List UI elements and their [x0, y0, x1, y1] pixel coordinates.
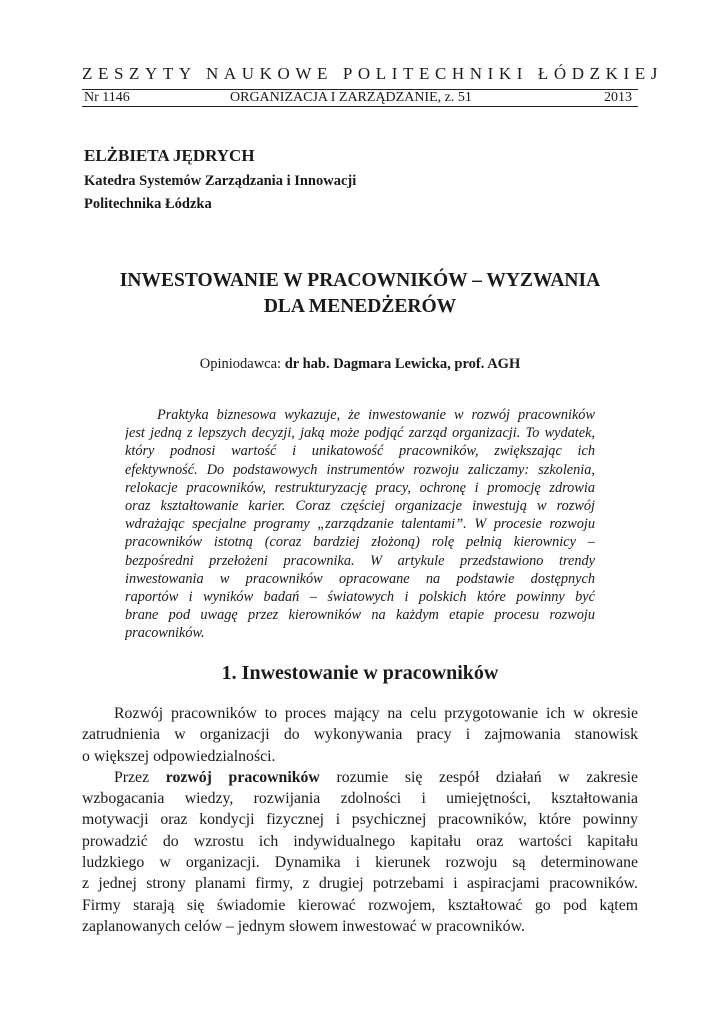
body-line: Firmy starają się świadomie kierować rozwojem, kształtować go pod kątem	[82, 896, 638, 914]
reviewer	[82, 356, 638, 373]
abstract-line: bezpośredni przełożeni pracownika. W artykule przedstawiono trendy	[125, 552, 595, 569]
abstract-line: pracowników istotną (coraz bardziej złożoną) rolę pełnią kierownicy –	[125, 534, 595, 551]
body-line: zaplanowanych celów – jednym słowem inwestować w pracowników.	[82, 917, 525, 935]
publication-year: 2013	[604, 90, 632, 105]
abstract-line: wdrażając specjalne programy „zarządzanie talentami”. W procesie rozwoju	[125, 516, 595, 533]
body-text-span: rozumie się zespół działań w zakresie	[319, 768, 638, 786]
header-rule-bottom	[82, 106, 638, 107]
body-line: ludzkiego w organizacji. Dynamika i kierunek rozwoju są determinowane	[82, 854, 638, 872]
abstract-line: oraz kształtowanie karier. Coraz częściej organizacje inwestują w rozwój	[125, 497, 595, 514]
journal-title: ZESZYTY NAUKOWE POLITECHNIKI ŁÓDZKIEJ	[82, 64, 663, 83]
body-line: motywacji oraz kondycji fizycznej i psychicznej pracowników, które powinny	[82, 811, 638, 829]
body-line: zatrudnienia w organizacji do wykonywania pracy i zajmowania stanowisk	[82, 726, 638, 744]
body-line: Rozwój pracowników to proces mający na celu przygotowanie ich w okresie	[114, 705, 638, 722]
body-line	[82, 767, 638, 788]
abstract-line: który podnosi wartość i unikatowość pracowników, zwiększając ich	[125, 443, 595, 460]
abstract-line: pracowników.	[125, 625, 205, 642]
abstract-line: inwestowania w pracowników opracowane na podstawie dostępnych	[125, 570, 595, 587]
body-emphasis: rozwój pracowników	[165, 768, 320, 786]
body-text	[82, 703, 638, 937]
author-department: Katedra Systemów Zarządzania i Innowacji	[84, 173, 357, 189]
journal-series: ORGANIZACJA I ZARZĄDZANIE, z. 51	[230, 90, 472, 105]
author-university: Politechnika Łódzka	[84, 196, 212, 212]
body-line: prowadzić do wzrostu ich indywidualnego kapitału oraz wartości kapitału	[82, 832, 638, 850]
body-line: z jednej strony planami firmy, z drugiej potrzebami i aspiracjami pracowników.	[82, 875, 638, 893]
abstract	[125, 406, 595, 642]
abstract-line: brane pod uwagę przez kierowników na każdym etapie procesu rozwoju	[125, 607, 595, 624]
section-heading: 1. Inwestowanie w pracowników	[221, 662, 499, 684]
reviewer-label: Opiniodawca:	[199, 356, 285, 372]
paper-title-line-2: DLA MENEDŻERÓW	[263, 296, 457, 317]
abstract-line: Praktyka biznesowa wykazuje, że inwestowanie w rozwój pracowników	[157, 407, 595, 423]
abstract-line: efektywność. Do podstawowych instrumentów rozwoju zaliczamy: szkolenia,	[125, 461, 595, 478]
body-line: o większej odpowiedzialności.	[82, 747, 276, 765]
abstract-line: jest jedną z lepszych decyzji, jaką może podjąć zarząd organizacji. To wydatek,	[125, 425, 595, 442]
abstract-line: relokacje pracowników, restrukturyzację pracy, ochronę i promocję zdrowia	[125, 479, 595, 496]
body-line: wzbogacania wiedzy, rozwijania zdolności i umiejętności, kształtowania	[82, 790, 638, 808]
body-text-span: Przez	[114, 768, 166, 786]
author-name: ELŻBIETA JĘDRYCH	[84, 146, 255, 165]
abstract-line: raportów i wyników badań – światowych i polskich które powinny być	[125, 588, 595, 605]
reviewer-name: dr hab. Dagmara Lewicka, prof. AGH	[284, 356, 521, 372]
issue-number: Nr 1146	[84, 90, 130, 105]
paper-title	[82, 268, 638, 320]
paper-title-line-1: INWESTOWANIE W PRACOWNIKÓW – WYZWANIA	[119, 270, 601, 291]
